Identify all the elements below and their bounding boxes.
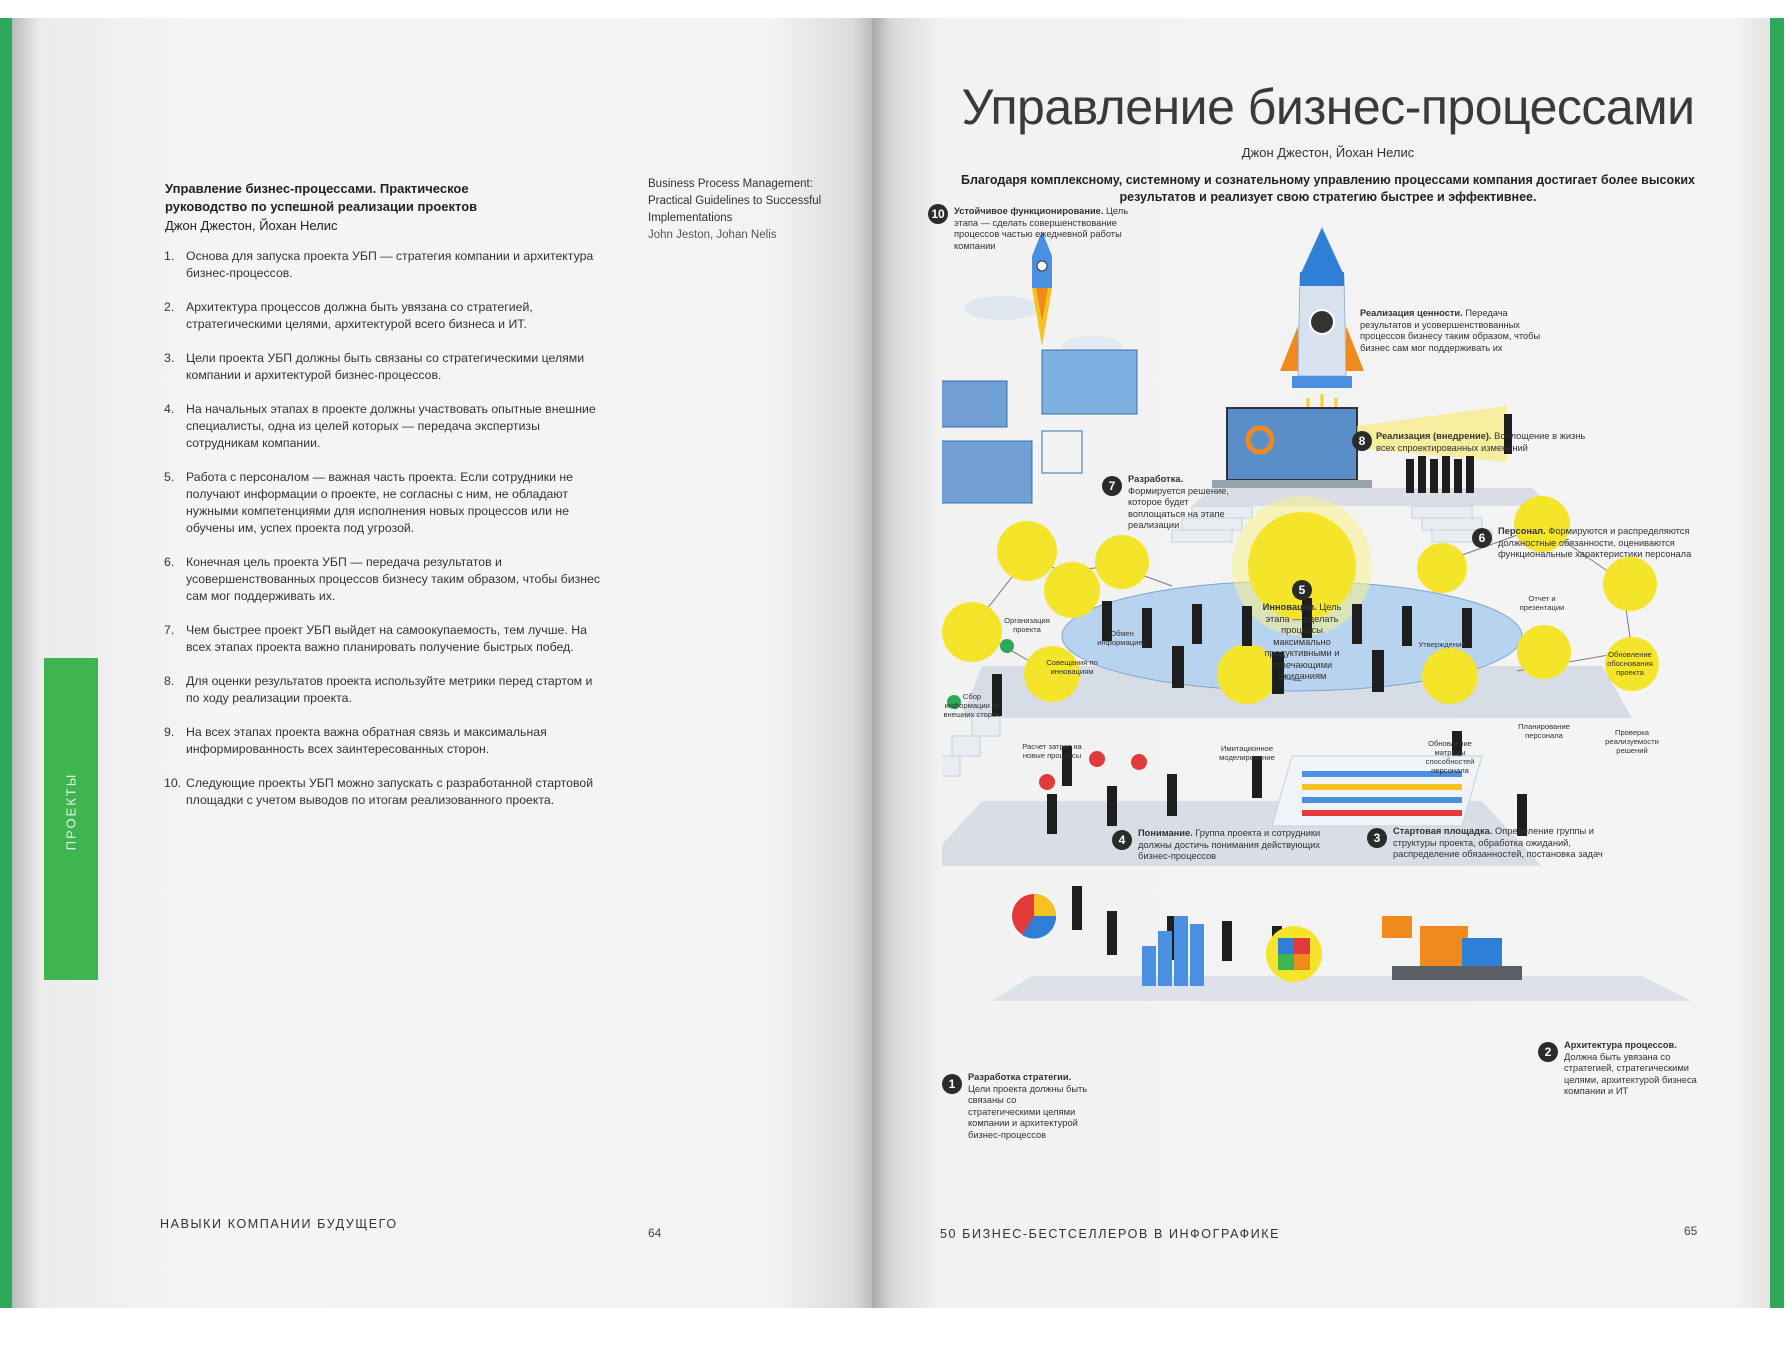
stage-4-number: 4	[1112, 830, 1132, 850]
infographic	[931, 206, 1712, 1156]
list-item-number: 9.	[164, 725, 175, 739]
stage-8-title: Реализация (внедрение).	[1376, 431, 1492, 441]
stage-2-number: 2	[1538, 1042, 1558, 1062]
stage-6-text: Формируются и распределяются должностные обязанности, оцениваются функциональные характеристики персонала	[1498, 526, 1692, 559]
platform	[992, 976, 1692, 1001]
bubble-organization: Организация проекта	[1004, 616, 1050, 634]
bubble-external-info: Сбор информации от внешних сторон	[943, 692, 1001, 719]
bubble-skills-matrix: Обновление матрицы способностей персонала	[1425, 739, 1475, 775]
list-item	[164, 673, 604, 707]
right-authors: Джон Джестон, Йохан Нелис	[1241, 145, 1415, 160]
section-tab-label: ПРОЕКТЫ	[63, 772, 79, 851]
book-title: Управление бизнес-процессами. Практическое руководство по успешной реализации проектов	[165, 181, 478, 214]
list-item	[164, 299, 604, 333]
stage-5-caption	[1260, 602, 1344, 683]
stage-1-number: 1	[942, 1074, 962, 1094]
list-item-number: 1.	[164, 249, 175, 263]
stage-5-title: Инновации.	[1262, 602, 1317, 612]
book-edge-right	[1770, 18, 1784, 1308]
stage-2-caption	[1564, 1040, 1709, 1098]
original-title-block	[648, 176, 828, 244]
stage-7-caption	[1128, 474, 1233, 532]
stage-5-text: Цель этапа — сделать процессы максимально продуктивными и отвечающими ожиданиям	[1264, 602, 1342, 681]
stage-10-title: Устойчивое функционирование.	[954, 206, 1104, 216]
list-item-number: 3.	[164, 351, 175, 365]
stage-10-caption	[954, 206, 1134, 252]
stage-3-title: Стартовая площадка.	[1393, 826, 1493, 836]
screen-icon	[942, 441, 1032, 503]
list-item-number: 5.	[164, 470, 175, 484]
list-item	[164, 775, 604, 809]
screen-icon	[1042, 350, 1137, 414]
cloud-icon	[964, 296, 1040, 320]
stage-6-number: 6	[1472, 528, 1492, 548]
stage-1-caption	[968, 1072, 1088, 1141]
stage-2-title: Архитектура процессов.	[1564, 1040, 1677, 1050]
list-item-text: Архитектура процессов должна быть увязана со стратегией, стратегическими целями, архитектурой всего бизнеса и ИТ.	[186, 300, 533, 331]
stage-7-text: Формируется решение, которое будет воплощаться на этапе реализации	[1128, 485, 1229, 530]
list-item	[164, 401, 604, 452]
stage-9-text: Передача результатов и усовершенствованных процессов бизнесу таким образом, чтобы бизнес сам мог поддерживать их	[1360, 308, 1541, 353]
bubble-cost-calc: Расчет затрат на новые процессы	[1022, 742, 1082, 760]
page-title: Управление бизнес-процессами	[961, 79, 1695, 135]
laptop-icon	[1212, 408, 1372, 490]
stage-10-text: Цель этапа — сделать совершенствование процессов частью ежедневной работы компании	[954, 206, 1129, 251]
original-title: Business Process Management: Practical Guidelines to Successful Implementations	[648, 178, 822, 224]
stage-6-title: Персонал.	[1498, 526, 1546, 536]
list-item-text: Основа для запуска проекта УБП — стратегия компании и архитектура бизнес-процессов.	[186, 249, 594, 280]
stage-5-number: 5	[1292, 580, 1312, 600]
bubble-approval: Утверждение	[1418, 640, 1466, 649]
list-item-text: Конечная цель проекта УБП — передача результатов и усовершенствованных процессов бизнесу таким образом, чтобы бизнес сам мог поддерживать их.	[186, 555, 600, 603]
key-points-list	[164, 248, 604, 826]
stage-7-number: 7	[1102, 476, 1122, 496]
stage-4-text: Группа проекта и сотрудники должны достичь понимания действующих бизнес-процессов	[1138, 828, 1321, 861]
list-item	[164, 248, 604, 282]
list-item-text: На начальных этапах в проекте должны участвовать опытные внешние специалисты, одна из целей которых — передача экспертизы сотрудникам компании.	[186, 402, 596, 450]
left-footer: НАВЫКИ КОМПАНИИ БУДУЩЕГО	[160, 1217, 398, 1231]
screen-icon	[942, 381, 1007, 427]
book-authors: Джон Джестон, Йохан Нелис	[165, 218, 338, 233]
puzzle-icon	[1278, 938, 1310, 970]
list-item	[164, 622, 604, 656]
original-authors: John Jeston, Johan Nelis	[648, 229, 777, 241]
stage-3-caption	[1393, 826, 1633, 861]
list-item-number: 10.	[164, 776, 182, 790]
platform	[1192, 488, 1552, 506]
pie-chart-icon	[1012, 894, 1056, 939]
bubble-exchange: Обмен информацией	[1097, 629, 1147, 647]
stage-8-caption	[1376, 431, 1596, 454]
big-rocket-icon	[1280, 228, 1364, 388]
bubble-innovation-meetings: Совещания по инновациям	[1046, 658, 1098, 676]
stage-4-caption	[1138, 828, 1333, 863]
list-item-text: На всех этапах проекта важна обратная связь и максимальная информированность всех заинтересованных сторон.	[186, 725, 547, 756]
stage-3-text: Определение группы и структуры проекта, обработка ожиданий, распределение обязанностей, постановка задач	[1393, 826, 1603, 859]
stage-8-number: 8	[1352, 431, 1372, 451]
list-item	[164, 469, 604, 537]
infographic-illustration	[942, 226, 1712, 1156]
left-page-number: 64	[648, 1226, 662, 1240]
section-tab	[44, 658, 98, 980]
list-item-number: 6.	[164, 555, 175, 569]
list-item-number: 8.	[164, 674, 175, 688]
list-item	[164, 350, 604, 384]
list-item	[164, 724, 604, 758]
bubble-report: Отчет и презентации	[1519, 594, 1565, 612]
list-item-text: Следующие проекты УБП можно запускать с разработанной стартовой площадки с учетом выводов по итогам реализованного проекта.	[186, 776, 594, 807]
list-item-text: Работа с персоналом — важная часть проекта. Если сотрудники не получают информации о проекте, не согласны с ним, не обладают нужными компетенциями для исполнения новых процессов или не обучены им, успех проекта под угрозой.	[186, 470, 573, 535]
stage-6-caption	[1498, 526, 1708, 561]
right-footer: 50 БИЗНЕС-БЕСТСЕЛЛЕРОВ В ИНФОГРАФИКЕ	[940, 1227, 1281, 1241]
stage-3-number: 3	[1367, 828, 1387, 848]
screen-icon	[1042, 431, 1082, 473]
stage-9-title: Реализация ценности.	[1360, 308, 1463, 318]
stage-1-text: Цели проекта должны быть связаны со стратегическими целями компании и архитектурой бизнес-процессов	[968, 1083, 1088, 1140]
stage-1-title: Разработка стратегии.	[968, 1072, 1072, 1082]
stage-8-text: Воплощение в жизнь всех спроектированных изменений	[1376, 431, 1586, 453]
stage-9-caption	[1360, 308, 1550, 354]
factory-icon	[1382, 916, 1522, 980]
list-item-number: 7.	[164, 623, 175, 637]
list-item	[164, 554, 604, 605]
bubble-justification: Обновление обоснования проекта	[1607, 650, 1653, 677]
list-item-text: Чем быстрее проект УБП выйдет на самоокупаемость, тем лучше. На всех этапах проекта важно планировать получение быстрых побед.	[186, 623, 587, 654]
lead-paragraph: Благодаря комплексному, системному и сознательному управлению процессами компания достигает более высоких результатов и реализует свою стратегию быстрее и эффективнее.	[961, 173, 1695, 204]
right-page-number: 65	[1684, 1224, 1698, 1238]
list-item-text: Для оценки результатов проекта используйте метрики перед стартом и по ходу реализации проекта.	[186, 674, 593, 705]
bubble-simulation: Имитационное моделирование	[1219, 744, 1275, 762]
stage-10-number: 10	[928, 204, 948, 224]
list-item-text: Цели проекта УБП должны быть связаны со стратегическими целями компании и архитектурой бизнес-процессов.	[186, 351, 585, 382]
bubble-staff-planning: Планирование персонала	[1518, 722, 1570, 740]
list-item-number: 4.	[164, 402, 175, 416]
stage-4-title: Понимание.	[1138, 828, 1193, 838]
list-item-number: 2.	[164, 300, 175, 314]
stage-2-text: Должна быть увязана со стратегией, стратегическими целями, архитектурой бизнеса компании и ИТ	[1564, 1051, 1697, 1096]
bubble-feasibility: Проверка реализуемости решений	[1605, 728, 1659, 755]
stage-7-title: Разработка.	[1128, 474, 1183, 484]
